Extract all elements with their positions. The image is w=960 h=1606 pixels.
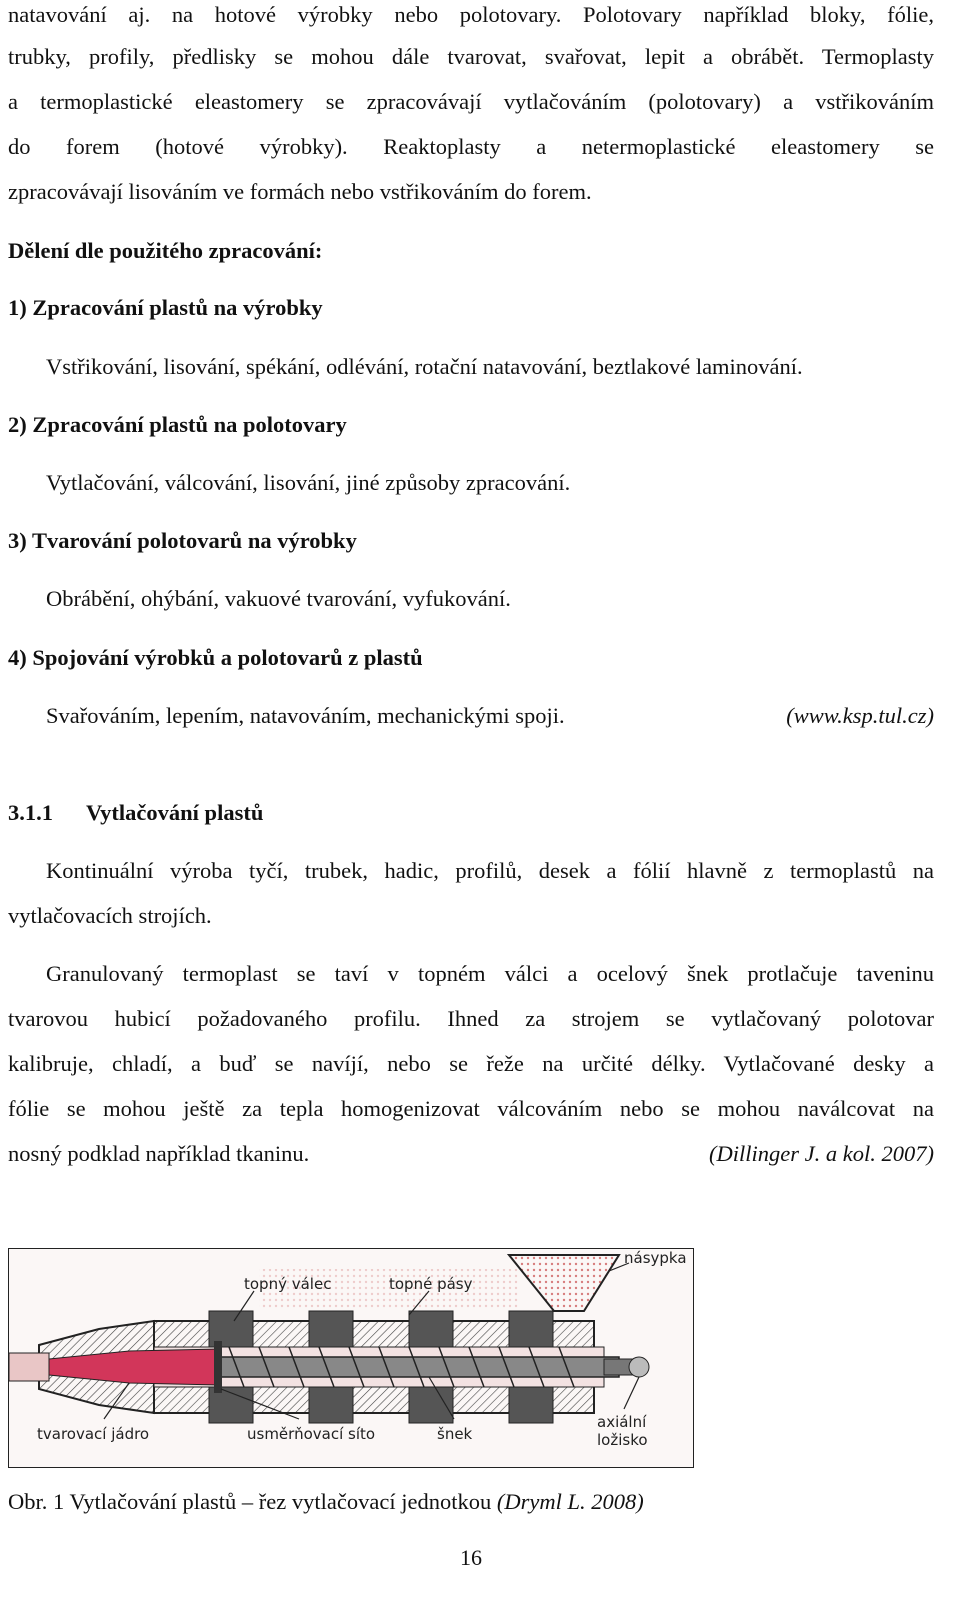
label-screen: usměrňovací síto — [247, 1425, 376, 1443]
screen-plate — [214, 1341, 222, 1393]
list-item-title: 2) Zpracování plastů na polotovary — [8, 412, 347, 437]
intro-line: do forem (hotové výrobky). Reaktoplasty a netermoplastické eleastomery se — [8, 134, 934, 159]
bearing — [629, 1357, 649, 1377]
list-item-text: Obrábění, ohýbání, vakuové tvarování, vyfukování. — [46, 586, 511, 611]
list-item-title: 4) Spojování výrobků a polotovarů z plastů — [8, 645, 423, 670]
label-screw: šnek — [437, 1425, 473, 1443]
citation: (Dillinger J. a kol. 2007) — [709, 1141, 934, 1166]
label-heating-bands: topné pásy — [389, 1275, 473, 1293]
section-para2-line: Granulovaný termoplast se taví v topném válci a ocelový šnek protlačuje taveninu — [46, 961, 934, 986]
figure-caption — [8, 1487, 934, 1517]
caption-text: Obr. 1 Vytlačování plastů – řez vytlačovací jednotkou — [8, 1489, 492, 1514]
section-title: Vytlačování plastů — [86, 800, 264, 825]
extruded-rod — [9, 1353, 49, 1381]
section-para2-line: nosný podklad například tkaninu. — [8, 1141, 310, 1166]
division-heading: Dělení dle použitého zpracování: — [8, 238, 323, 263]
label-axial-bearing-1: axiální — [597, 1413, 647, 1431]
extruder-diagram — [9, 1249, 693, 1467]
label-die-core: tvarovací jádro — [37, 1425, 150, 1443]
section-para1-line: Kontinuální výroba tyčí, trubek, hadic, profilů, desek a fólií hlavně z termoplastů na — [46, 858, 934, 883]
citation: (www.ksp.tul.cz) — [786, 703, 934, 728]
section-para2-line: tvarovou hubicí požadovaného profilu. Ihned za strojem se vytlačovaný polotovar — [8, 1006, 934, 1031]
page-number: 16 — [460, 1545, 482, 1570]
list-item-text: Vytlačování, válcování, lisování, jiné způsoby zpracování. — [46, 470, 571, 495]
section-para2-line: kalibruje, chladí, a buď se navíjí, nebo se řeže na určité délky. Vytlačované desky a — [8, 1051, 934, 1076]
list-item-row — [46, 701, 934, 731]
label-heating-cylinder: topný válec — [244, 1275, 332, 1293]
list-item-title: 1) Zpracování plastů na výrobky — [8, 295, 323, 320]
label-hopper: násypka — [624, 1249, 687, 1267]
extruder-figure — [8, 1248, 694, 1468]
section-para2-line: fólie se mohou ještě za tepla homogenizovat válcováním nebo se mohou naválcovat na — [8, 1096, 934, 1121]
list-item-text: Svařováním, lepením, natavováním, mechanickými spoji. — [46, 703, 565, 728]
section-number: 3.1.1 — [8, 800, 53, 825]
list-item-text: Vstřikování, lisování, spékání, odlévání, rotační natavování, beztlakové laminování. — [46, 354, 803, 379]
intro-line: natavování aj. na hotové výrobky nebo polotovary. Polotovary například bloky, fólie, — [8, 2, 934, 27]
intro-line: a termoplastické eleastomery se zpracovávají vytlačováním (polotovary) a vstřikováním — [8, 89, 934, 114]
section-heading — [8, 798, 934, 828]
hopper — [509, 1255, 619, 1311]
section-para1-line: vytlačovacích strojích. — [8, 903, 212, 928]
intro-line: zpracovávají lisováním ve formách nebo vstřikováním do forem. — [8, 179, 592, 204]
list-item-title: 3) Tvarování polotovarů na výrobky — [8, 528, 357, 553]
label-axial-bearing-2: ložisko — [597, 1431, 648, 1449]
section-para2-row — [8, 1139, 934, 1169]
intro-line: trubky, profily, předlisky se mohou dále tvarovat, svařovat, lepit a obrábět. Termoplasty — [8, 44, 934, 69]
caption-citation: (Dryml L. 2008) — [496, 1489, 644, 1514]
